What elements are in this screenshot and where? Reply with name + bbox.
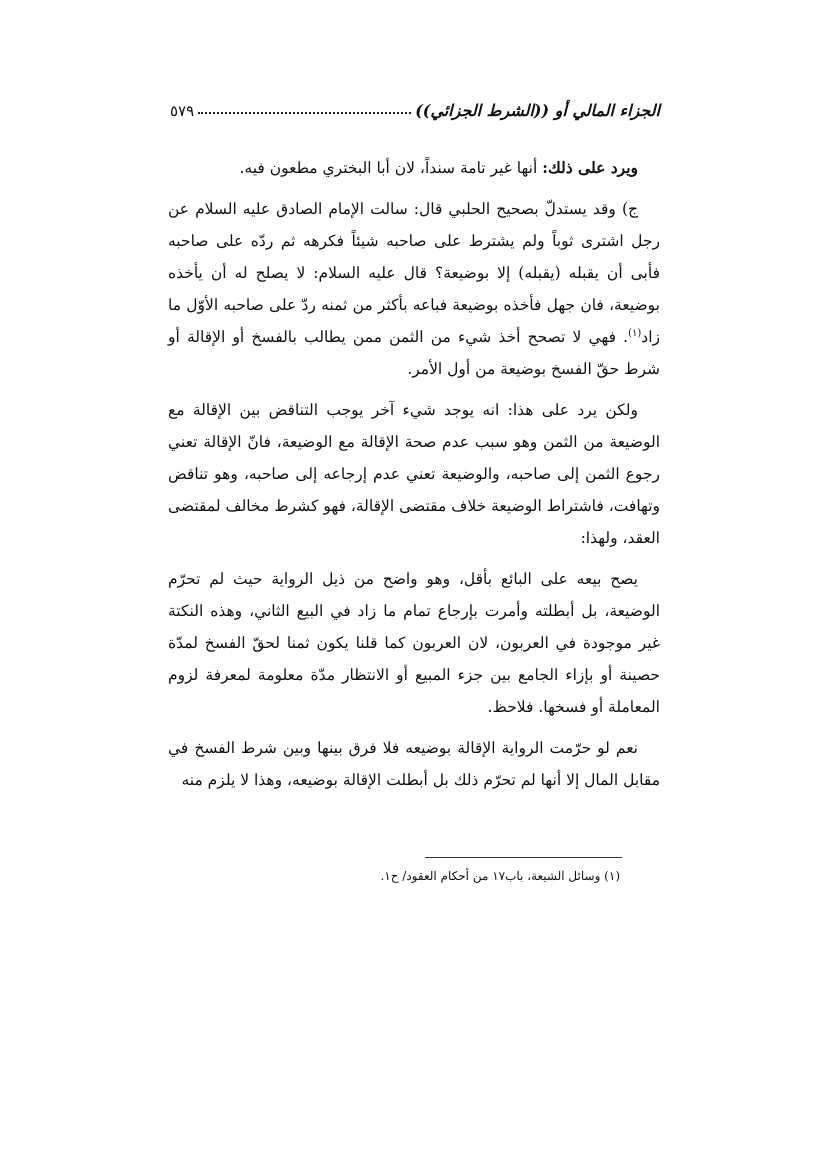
page-number: ٥٧٩ [170, 102, 195, 120]
footnote-separator [425, 857, 622, 858]
footnote-marker: (١) [628, 327, 642, 339]
paragraph-conclusion [168, 732, 660, 796]
paragraph-halabi [168, 193, 660, 385]
paragraph-text: . فهي لا تصحح أخذ شيء من الثمن ممن يطالب بالفسخ أو الإقالة أو شرط حقّ الفسخ بوضيعة من أول الأمر. [168, 328, 660, 378]
paragraph-objection [168, 152, 660, 184]
paragraph-lead: ويرد على ذلك: [542, 158, 638, 177]
footnote: (١) وسائل الشيعة، باب١٧ من أحكام العقود/ ح١. [380, 869, 620, 883]
paragraph-text: نعم لو حرّمت الرواية الإقالة بوضيعه فلا فرق بينها وبين شرط الفسخ في مقابل المال إلا أنها لم تحرّم ذلك بل أبطلت الإقالة بوضيعه، وهذا لا يلزم منه [168, 739, 660, 789]
paragraph-text: ولكن يرد على هذا: انه يوجد شيء آخر يوجب التناقض بين الإقالة مع الوضيعة من الثمن وهو سبب عدم صحة الإقالة مع الوضيعة، فانّ الإقالة تعني رجوع الثمن إلى صاحبه، والوضيعة تعني عدم إرجاعه إلى صاحبه، وهو تناقض وتهافت، فاشتراط الوضيعة خلاف مقتضى الإقالة، فهو كشرط مخالف لمقتضى العقد، ولهذا: [168, 401, 660, 547]
paragraph-text: أنها غير تامة سنداً، لان أبا البختري مطعون فيه. [239, 159, 543, 177]
paragraph-text: ج) وقد يستدلّ بصحيح الحلبي قال: سالت الإمام الصادق عليه السلام عن رجل اشترى ثوباً ولم يشترط على صاحبه شيئاً فكرهه ثم ردّه على صاحبه فأبى أن يقبله (يقبله) إلا بوضيعة؟ قال عليه السلام: لا يصلح له أن يأخذه بوضيعة، فان جهل فأخذه بوضيعة فباعه بأكثر من ثمنه ردّ على صاحبه الأوّل ما زاد [168, 200, 660, 346]
paragraph-sale [168, 563, 660, 723]
header-dot-leader [198, 112, 411, 114]
paragraph-text: يصح بيعه على البائع بأقل، وهو واضح من ذيل الرواية حيث لم تحرّم الوضيعة، بل أبطلته وأمرت بإرجاع تمام ما زاد في البيع الثاني، وهذه النكتة غير موجودة في العربون، لان العربون كما قلنا يكون ثمنا لحقّ الفسخ لمدّة حصينة أو بإزاء الجامع بين جزء المبيع أو الانتظار مدّة معلومة لمعرفة لزوم المعاملة أو فسخها. فلاحظ. [168, 570, 660, 716]
header-title: الجزاء المالي أو ((الشرط الجزائي)) [415, 101, 660, 120]
paragraph-contradiction [168, 394, 660, 554]
running-header [170, 92, 660, 120]
body-text [168, 152, 660, 805]
